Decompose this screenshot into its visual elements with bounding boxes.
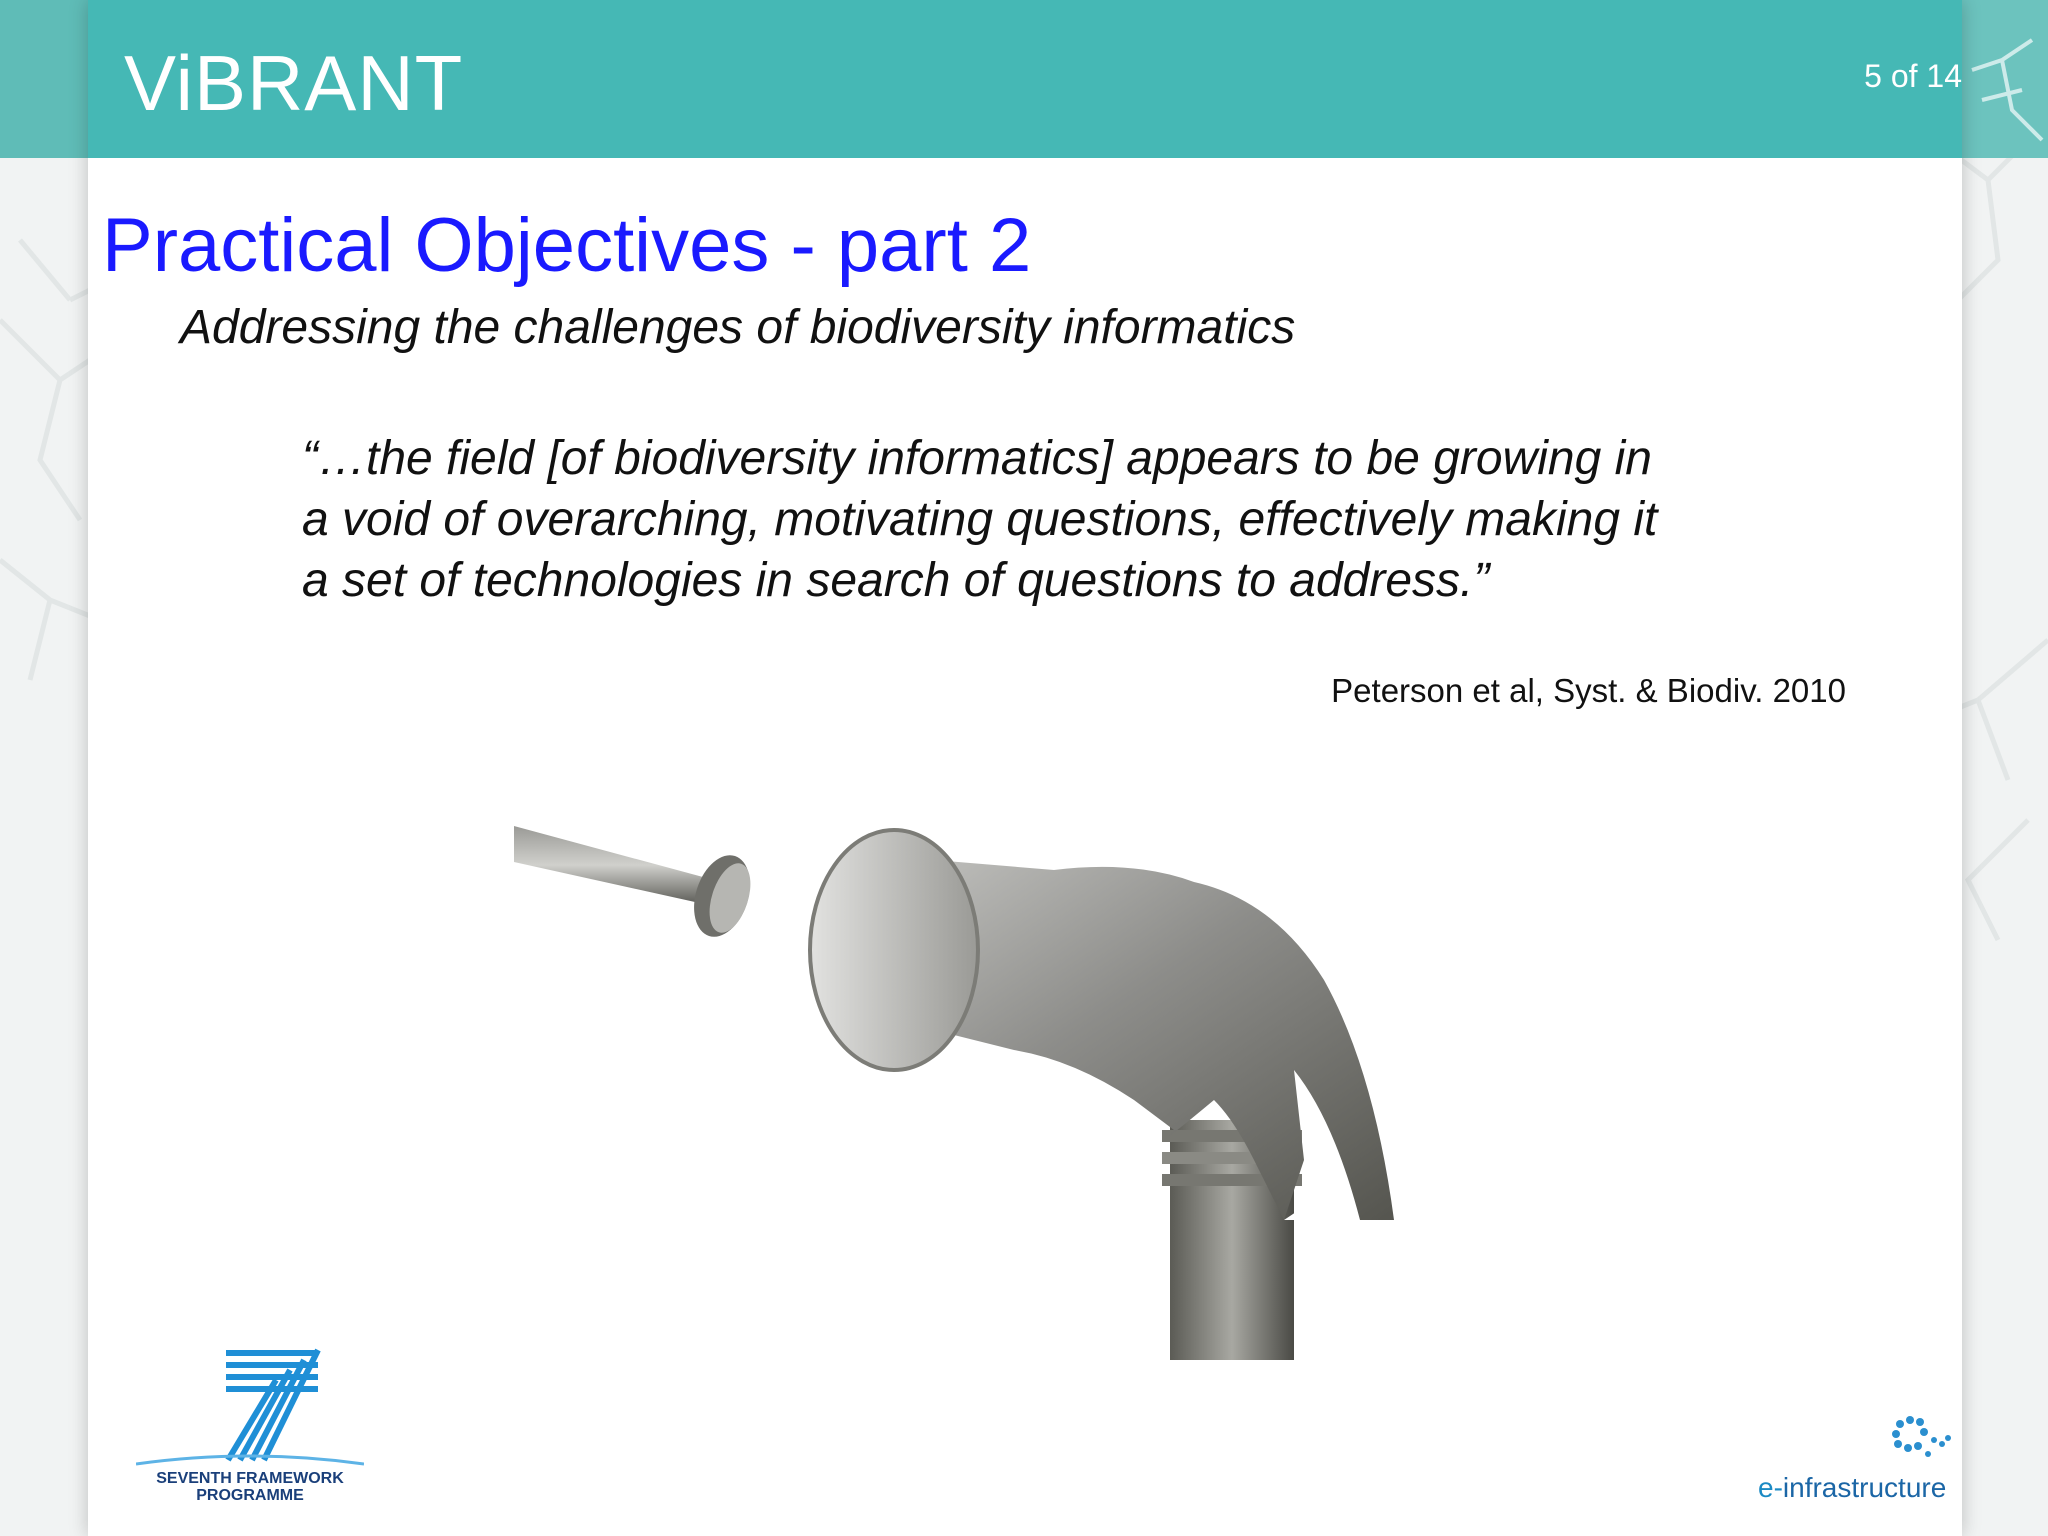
hammer-and-nail-icon [514, 800, 1538, 1360]
quote-line: a set of technologies in search of questions to address.” [302, 554, 1490, 607]
slide-subtitle: Addressing the challenges of biodiversity informatics [180, 301, 1296, 354]
fp7-caption [136, 1470, 364, 1504]
branch-decoration-header-icon [1962, 0, 2048, 158]
page-indicator: 5 of 14 [1864, 58, 1962, 94]
slide-header [88, 0, 1962, 158]
e-infrastructure-logo-icon [1758, 1414, 1958, 1504]
header-right-cap [1962, 0, 2048, 158]
fp7-seven-mark-icon [136, 1340, 364, 1470]
quote-line: a void of overarching, motivating questions, effectively making it [302, 493, 1658, 546]
e-infrastructure-dots-icon [1888, 1414, 1968, 1470]
header-left-cap [0, 0, 88, 158]
slide [88, 0, 1962, 1536]
infrastructure-text: infrastructure [1782, 1472, 1947, 1503]
seventh-framework-logo-icon [136, 1340, 364, 1510]
brand-title: ViBRANT [124, 39, 464, 127]
e-prefix: e- [1758, 1472, 1783, 1503]
quote-citation: Peterson et al, Syst. & Biodiv. 2010 [1331, 672, 1846, 709]
quote-line: “…the field [of biodiversity informatics] appears to be growing in [302, 432, 1652, 485]
fp7-caption-line: PROGRAMME [196, 1487, 304, 1504]
fp7-caption-line: SEVENTH FRAMEWORK [156, 1470, 344, 1487]
e-infrastructure-wordmark [1758, 1472, 1946, 1504]
quote-block [302, 428, 1782, 611]
slide-title: Practical Objectives - part 2 [102, 203, 1032, 288]
